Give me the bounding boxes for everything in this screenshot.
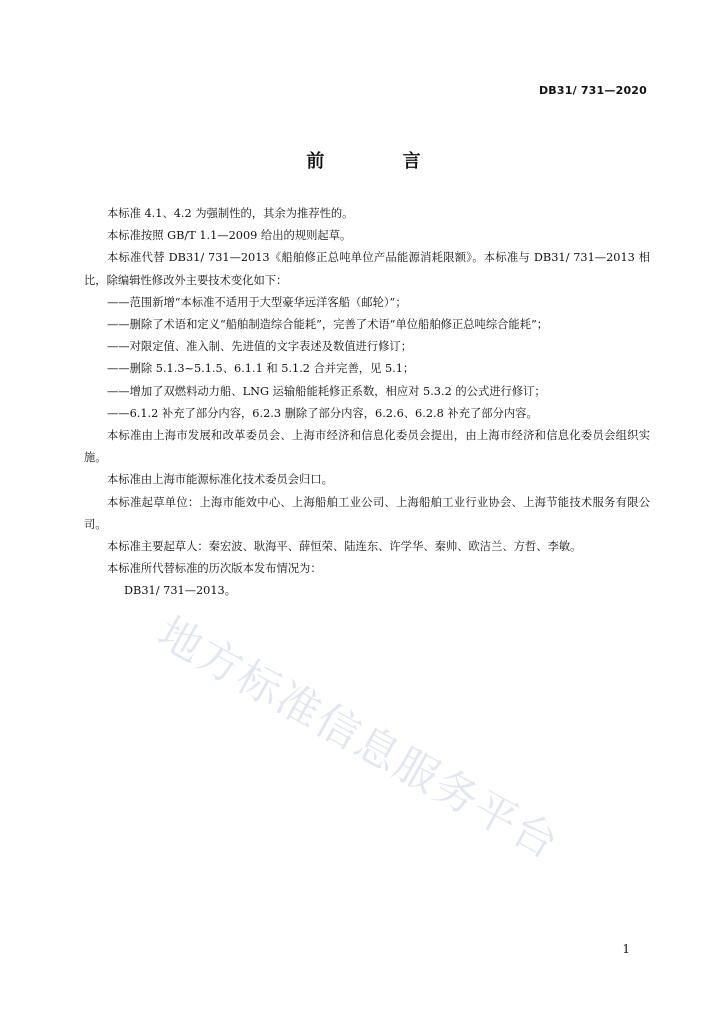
paragraph-drafting-units: 本标准起草单位：上海市能效中心、上海船舶工业公司、上海船舶工业行业协会、上海节能技术服务有限公司。 <box>84 495 650 531</box>
paragraph-committee: 本标准由上海市能源标准化技术委员会归口。 <box>107 473 333 487</box>
change-item: ——6.1.2 补充了部分内容，6.2.3 删除了部分内容，6.2.6、6.2.8 补充了部分内容。 <box>107 406 538 420</box>
previous-version: DB31/ 731—2013。 <box>124 584 237 598</box>
paragraph-replacement: 本标准代替 DB31/ 731—2013《船舶修正总吨单位产品能源消耗限额》。本标准与 DB31/ 731—2013 相比，除编辑性修改外主要技术变化如下： <box>84 251 650 287</box>
paragraph-proposer: 本标准由上海市发展和改革委员会、上海市经济和信息化委员会提出，由上海市经济和信息化委员会组织实施。 <box>84 429 650 465</box>
change-item: ——对限定值、准入制、先进值的文字表述及数值进行修订； <box>107 340 413 354</box>
change-item: ——删除 5.1.3~5.1.5、6.1.1 和 5.1.2 合并完善，见 5.1； <box>107 362 415 376</box>
change-item: ——增加了双燃料动力船、LNG 运输船能耗修正系数，相应对 5.3.2 的公式进行修订； <box>107 384 546 398</box>
paragraph-version-history: 本标准所代替标准的历次版本发布情况为： <box>107 562 322 576</box>
standard-code: DB31/ 731—2020 <box>538 84 647 97</box>
paragraph-drafters: 本标准主要起草人：秦宏波、耿海平、薛恒荣、陆连东、许学华、秦帅、欧洁兰、方哲、李敏。 <box>107 540 582 554</box>
page-number: 1 <box>622 942 630 956</box>
watermark: 地方标准信息服务平台 <box>149 607 568 870</box>
section-title: 前 言 <box>306 151 457 172</box>
paragraph-drafting-rules: 本标准按照 GB/T 1.1—2009 给出的规则起草。 <box>107 229 352 243</box>
paragraph-mandatory-clauses: 本标准 4.1、4.2 为强制性的，其余为推荐性的。 <box>107 207 354 220</box>
change-item: ——删除了术语和定义“船舶制造综合能耗”，完善了术语“单位船舶修正总吨综合能耗”； <box>107 318 549 332</box>
foreword-body <box>84 203 650 603</box>
change-item: ——范围新增“本标准不适用于大型豪华远洋客船（邮轮）”； <box>107 295 407 309</box>
